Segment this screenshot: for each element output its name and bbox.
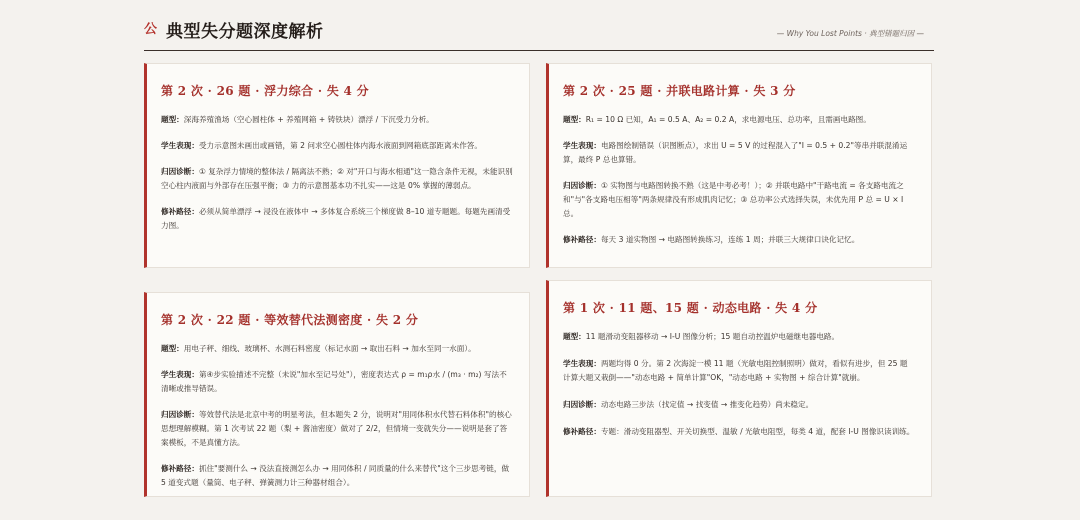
card-behavior-row [161, 139, 513, 153]
behavior-text: 第④步实验描述不完整（未说"加水至记号处"），密度表达式 ρ = m₁ρ水 / (m₃ · m₂) 写法不清晰或推导错误。 [161, 370, 507, 393]
behavior-text: 电路图绘制错误（识图断点），求出 U = 5 V 的过程混入了"I = 0.5 + 0.2"等串并联混淆运算，最终 P 总也算错。 [563, 141, 908, 164]
repair-text: 抓住"要测什么 → 没法直接测怎么办 → 用同体积 / 同质量的什么来替代"这个三步思考链，做 5 道变式题（量筒、电子秤、弹簧测力计三种器材组合）。 [161, 464, 510, 487]
analysis-card-3 [144, 292, 530, 497]
diagnosis-label: 归因诊断： [161, 167, 199, 176]
behavior-text: 两题均得 0 分。第 2 次海淀一模 11 题（光敏电阻控制照明）做对，看似有进步，但 25 题计算大题又栽倒——"动态电路 + 简单计算"OK，"动态电路 + 实物图 + 综合计算"就崩。 [563, 359, 908, 382]
repair-text: 专题：滑动变阻器型、开关切换型、温敏 / 光敏电阻型，每类 4 道，配套 I-U 图像识读训练。 [600, 427, 915, 436]
page-title: 典型失分题深度解析 [166, 22, 324, 42]
card-title: 第 2 次 · 22 题 · 等效替代法测密度 · 失 2 分 [161, 313, 419, 327]
analysis-card-4 [546, 280, 932, 497]
diagnosis-label: 归因诊断： [563, 400, 601, 409]
behavior-label: 学生表现： [161, 141, 199, 150]
card-type-row [161, 342, 513, 356]
page-subtitle: — Why You Lost Points · 典型错题归因 — [776, 29, 924, 38]
type-label: 题型： [563, 332, 586, 341]
type-text: 11 题滑动变阻器移动 → I-U 图像分析；15 题自动控温炉电磁继电器电路。 [585, 332, 840, 341]
card-title: 第 1 次 · 11 题、15 题 · 动态电路 · 失 4 分 [563, 301, 818, 315]
card-title: 第 2 次 · 26 题 · 浮力综合 · 失 4 分 [161, 84, 369, 98]
repair-text: 每天 3 道实物图 → 电路图转换练习，连练 1 周；并联三大规律口诀化记忆。 [600, 235, 860, 244]
type-text: 深海养殖渔场（空心圆柱体 + 养殖网箱 + 铸铁块）漂浮 / 下沉受力分析。 [183, 115, 434, 124]
type-text: 用电子秤、细线、玻璃杯、水测石料密度（标记水面 → 取出石料 → 加水至同一水面）。 [183, 344, 476, 353]
diagnosis-text: 动态电路三步法（找定值 → 找变值 → 推变化趋势）尚未稳定。 [600, 400, 814, 409]
card-behavior-row [563, 357, 915, 385]
card-repair-row [161, 205, 513, 233]
card-behavior-row [563, 139, 915, 167]
diagnosis-text: ① 实物图与电路图转换不熟（这是中考必考！）；② 并联电路中"干路电流 = 各支路电流之和"与"各支路电压相等"两条规律没有形成肌肉记忆；③ 总功率公式选择失误，未优先用 P 总 = U × I 总。 [563, 181, 904, 218]
diagnosis-text: ① 复杂浮力情境的整体法 / 隔离法不熟；② 对"开口与海水相通"这一隐含条件无视，未能识别空心柱内液面与外部存在压强平衡；③ 力的示意图基本功不扎实——这是 0% 掌握的薄弱点。 [161, 167, 513, 190]
section-header [144, 14, 934, 51]
type-text: R₁ = 10 Ω 已知，A₁ = 0.5 A、A₂ = 0.2 A，求电源电压、总功率，且需画电路图。 [585, 115, 871, 124]
type-label: 题型： [161, 344, 184, 353]
card-diagnosis-row [161, 408, 513, 450]
card-diagnosis-row [563, 179, 915, 221]
analysis-card-2 [546, 63, 932, 268]
repair-label: 修补路径： [161, 464, 199, 473]
type-label: 题型： [563, 115, 586, 124]
repair-label: 修补路径： [563, 235, 601, 244]
repair-label: 修补路径： [161, 207, 199, 216]
card-repair-row [161, 462, 513, 490]
diagnosis-text: 等效替代法是北京中考的明星考法，但本题失 2 分，说明对"用同体积水代替石料体积"的核心思想理解模糊。第 1 次考试 22 题（梨 + 酱油密度）做对了 2/2，但情境一变就失分——说明是套了答案模板，不是真懂方法。 [161, 410, 512, 447]
card-behavior-row [161, 368, 513, 396]
card-repair-row [563, 425, 915, 439]
diagnosis-label: 归因诊断： [563, 181, 601, 190]
card-diagnosis-row [563, 398, 915, 412]
analysis-card-1 [144, 63, 530, 268]
card-repair-row [563, 233, 915, 247]
brand-logo-icon: 公 [144, 22, 158, 37]
behavior-text: 受力示意图未画出或画错，第 2 问求空心圆柱体内海水液面到网箱底部距离未作答。 [198, 141, 482, 150]
card-title: 第 2 次 · 25 题 · 并联电路计算 · 失 3 分 [563, 84, 796, 98]
repair-label: 修补路径： [563, 427, 601, 436]
card-type-row [563, 330, 915, 344]
repair-text: 必须从简单漂浮 → 浸没在液体中 → 多体复合系统三个梯度做 8–10 道专题题。每题先画清受力图。 [161, 207, 511, 230]
behavior-label: 学生表现： [161, 370, 199, 379]
card-type-row [563, 113, 915, 127]
behavior-label: 学生表现： [563, 359, 601, 368]
type-label: 题型： [161, 115, 184, 124]
diagnosis-label: 归因诊断： [161, 410, 199, 419]
behavior-label: 学生表现： [563, 141, 601, 150]
card-diagnosis-row [161, 165, 513, 193]
card-type-row [161, 113, 513, 127]
